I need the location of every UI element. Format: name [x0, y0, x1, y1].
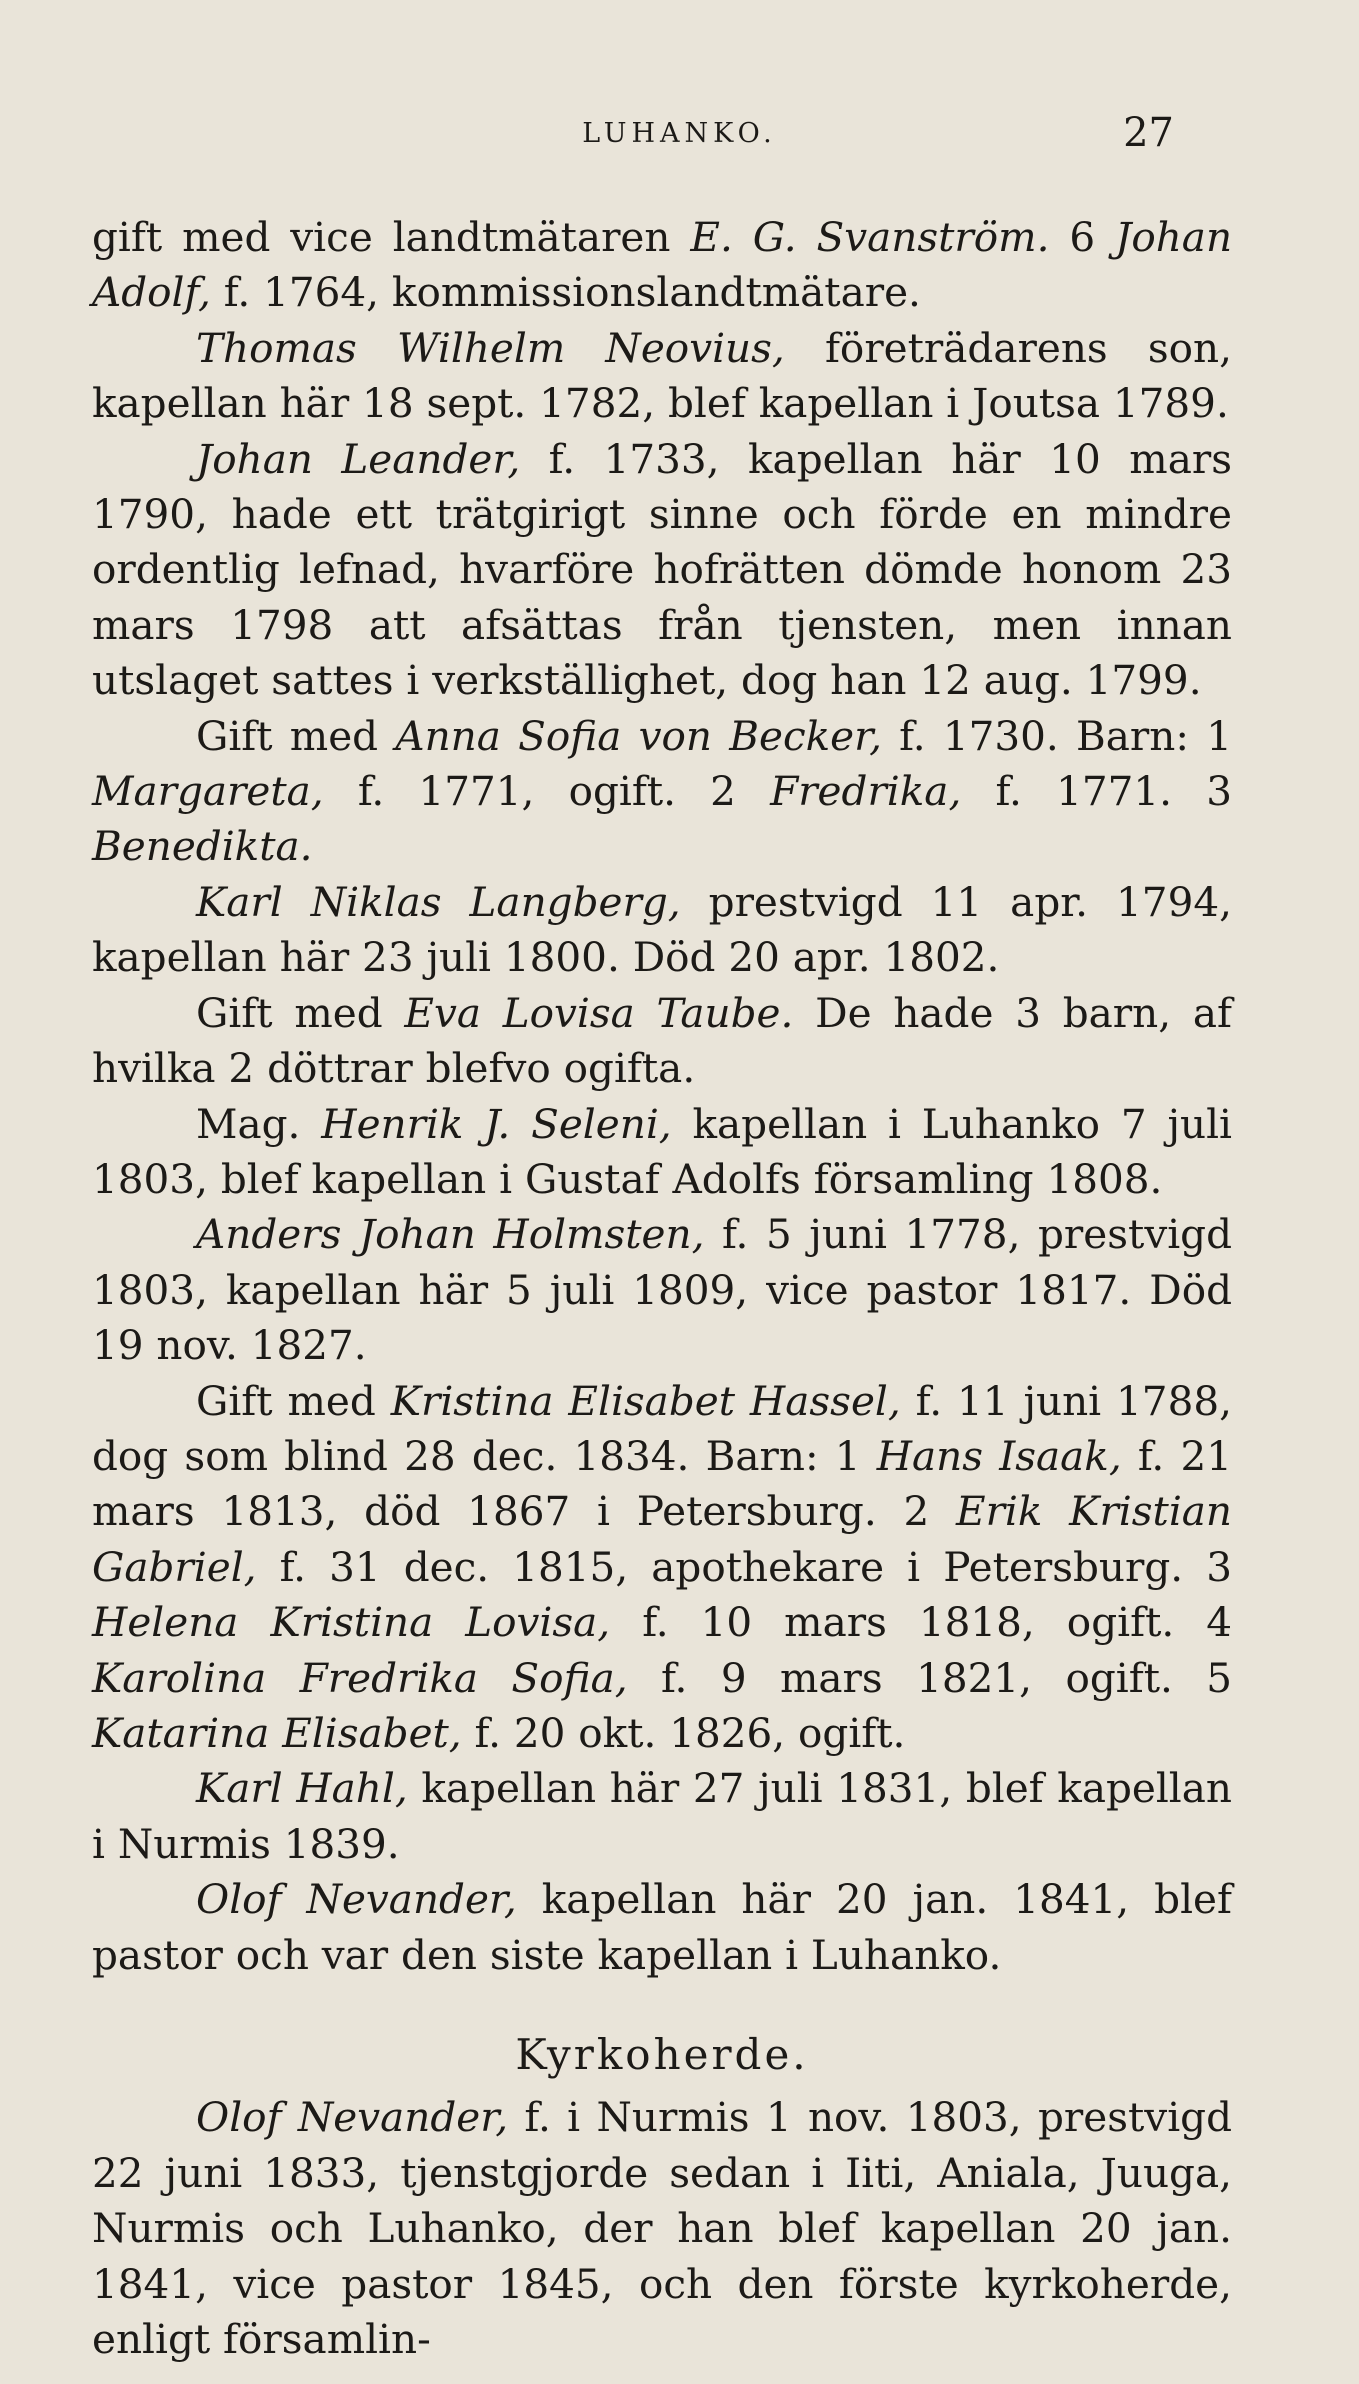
paragraph-continued: gift med vice landtmätaren E. G. Svanström. 6 Johan Adolf, f. 1764, kommissionslandtmätare. — [92, 213, 1233, 317]
entry-paragraph: Karl Niklas Langberg, prestvigd 11 apr. 1794, kapellan här 23 juli 1800. Död 20 apr. 1802. — [92, 877, 1232, 982]
person-name: Fredrika, — [770, 767, 962, 816]
person-name: Anna Sofia von Becker, — [395, 711, 882, 760]
person-name: Olof Nevander, — [196, 1875, 517, 1924]
person-name: Anders Johan Holmsten, — [196, 1210, 705, 1259]
entry-paragraph: Thomas Wilhelm Neovius, företrädarens son, kapellan här 18 sept. 1782, blef kapellan i Joutsa 1789. — [92, 323, 1232, 428]
person-name: Olof Nevander, — [196, 2093, 509, 2142]
person-name: Hans Isaak, — [876, 1431, 1122, 1480]
person-name: Margareta, — [92, 767, 324, 816]
entry-paragraph: Johan Leander, f. 1733, kapellan här 10 mars 1790, hade ett trätgirigt sinne och förde en mindre ordentlig lefnad, hvarföre hofrätten dömde honom 23 mars 1798 att afsättas från tjensten, men innan utslaget sattes i verkställighet, dog han 12 aug. 1799. — [92, 434, 1232, 705]
running-head: LUHANKO. — [582, 118, 777, 149]
person-name: Karl Niklas Langberg, — [196, 877, 681, 926]
person-name: Johan Leander, — [196, 434, 521, 483]
person-name: Helena Kristina Lovisa, — [92, 1598, 611, 1647]
entry-paragraph: Gift med Anna Sofia von Becker, f. 1730. Barn: 1 Margareta, f. 1771, ogift. 2 Fredrika, f. 1771. 3 Benedikta. — [92, 711, 1233, 871]
person-name: Karolina Fredrika Sofia, — [92, 1653, 628, 1702]
person-name: Karl Hahl, — [196, 1764, 408, 1813]
person-name: Benedikta. — [92, 822, 313, 871]
entry-paragraph: Gift med Eva Lovisa Taube. De hade 3 barn, af hvilka 2 döttrar blefvo ogifta. — [92, 988, 1232, 1093]
entry-paragraph: Mag. Henrik J. Seleni, kapellan i Luhanko 7 juli 1803, blef kapellan i Gustaf Adolfs församling 1808. — [92, 1099, 1232, 1203]
person-name: Katarina Elisabet, — [92, 1708, 462, 1757]
entry-paragraph: Karl Hahl, kapellan här 27 juli 1831, blef kapellan i Nurmis 1839. — [92, 1764, 1232, 1868]
person-name: Thomas Wilhelm Neovius, — [196, 323, 785, 372]
page-number: 27 — [1123, 110, 1174, 156]
body-text — [92, 210, 1232, 2367]
person-name: Kristina Elisabet Hassel, — [390, 1376, 901, 1425]
person-name: Erik Kristian Gabriel, — [92, 1487, 1232, 1591]
entry-paragraph: Olof Nevander, kapellan här 20 jan. 1841, blef pastor och var den siste kapellan i Luhanko. — [92, 1875, 1232, 1979]
section-heading: Kyrkoherde. — [515, 2030, 809, 2079]
page-header — [0, 110, 1359, 178]
entry-paragraph: Gift med Kristina Elisabet Hassel, f. 11 juni 1788, dog som blind 28 dec. 1834. Barn: 1 Hans Isaak, f. 21 mars 1813, död 1867 i Petersburg. 2 Erik Kristian Gabriel, f. 31 dec. 1815, apothekare i Petersburg. 3 Helena Kristina Lovisa, f. 10 mars 1818, ogift. 4 Karolina Fredrika Sofia, f. 9 mars 1821, ogift. 5 Katarina Elisabet, f. 20 okt. 1826, ogift. — [92, 1376, 1233, 1757]
person-name: Johan Adolf, — [92, 213, 1233, 317]
person-name: E. G. Svanström. — [690, 213, 1050, 261]
entry-paragraph: Anders Johan Holmsten, f. 5 juni 1778, prestvigd 1803, kapellan här 5 juli 1809, vice pastor 1817. Död 19 nov. 1827. — [92, 1210, 1232, 1370]
person-name: Henrik J. Seleni, — [321, 1099, 672, 1148]
entry-paragraph: Olof Nevander, f. i Nurmis 1 nov. 1803, prestvigd 22 juni 1833, tjenstgjorde sedan i Iiti, Aniala, Juuga, Nurmis och Luhanko, der han blef kapellan 20 jan. 1841, vice pastor 1845, och den förste kyrkoherde, enligt församlin- — [92, 2093, 1232, 2364]
person-name: Eva Lovisa Taube. — [404, 988, 794, 1037]
